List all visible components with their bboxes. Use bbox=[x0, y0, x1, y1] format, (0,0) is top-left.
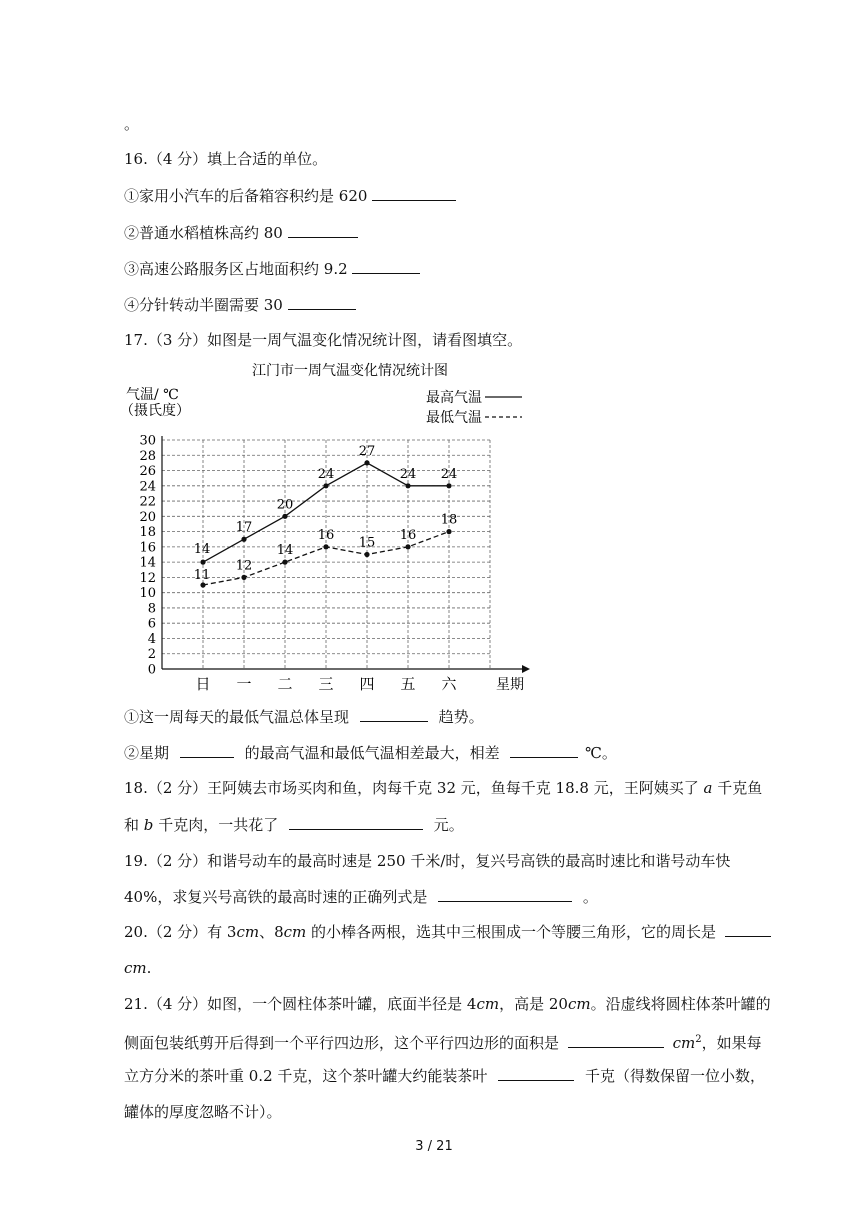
q17-blank-1[interactable] bbox=[360, 707, 428, 722]
y-tick-label: 10 bbox=[139, 586, 156, 602]
x-tick-label: 二 bbox=[277, 675, 293, 693]
y-tick-label: 6 bbox=[147, 616, 156, 632]
q17-blank-2[interactable] bbox=[180, 743, 234, 758]
x-axis-label: 星期 bbox=[496, 677, 524, 693]
q18-text-2b: 千克肉，一共花了 bbox=[158, 816, 279, 834]
q16-item-1 bbox=[124, 186, 456, 206]
data-label-max: 14 bbox=[193, 542, 211, 558]
q20-text-1c: 的小棒各两根，选其中三根围成一个等腰三角形，它的周长是 bbox=[306, 923, 717, 941]
data-point-min bbox=[446, 529, 451, 534]
x-tick-label: 四 bbox=[359, 675, 375, 693]
data-point-max bbox=[241, 537, 246, 542]
q17-sub1-text-b: 趋势。 bbox=[438, 708, 484, 726]
q19-line-2 bbox=[124, 887, 598, 907]
q18-line-1 bbox=[124, 778, 762, 798]
q17-sub2-text-b: 的最高气温和最低气温相差最大，相差 bbox=[244, 744, 500, 762]
q16-blank-4[interactable] bbox=[288, 295, 356, 310]
q16-item-4-text: ④分针转动半圈需要 30 bbox=[124, 296, 283, 314]
q20-blank[interactable] bbox=[725, 922, 771, 937]
x-tick-label: 六 bbox=[441, 675, 457, 693]
y-tick-label: 12 bbox=[139, 570, 156, 586]
data-label-min: 16 bbox=[399, 527, 417, 543]
q16-item-2-text: ②普通水稻植株高约 80 bbox=[124, 224, 283, 242]
data-point-max bbox=[446, 483, 451, 488]
q16-item-3-text: ③高速公路服务区占地面积约 9.2 bbox=[124, 260, 348, 278]
q21-blank-2[interactable] bbox=[498, 1066, 574, 1081]
q17-sub1-text-a: ①这一周每天的最低气温总体呈现 bbox=[124, 708, 350, 726]
y-tick-label: 30 bbox=[139, 433, 156, 449]
q20-line-2 bbox=[124, 958, 151, 978]
data-label-max: 17 bbox=[235, 520, 253, 536]
y-tick-label: 22 bbox=[139, 494, 156, 510]
data-label-max: 24 bbox=[440, 466, 458, 482]
data-label-max: 24 bbox=[399, 466, 417, 482]
q21-unit-1: cm bbox=[476, 995, 500, 1013]
q17-sub1 bbox=[124, 707, 484, 727]
y-tick-label: 26 bbox=[139, 464, 156, 480]
page-number: 3 / 21 bbox=[415, 1139, 453, 1154]
q21-line-4: 罐体的厚度忽略不计）。 bbox=[124, 1103, 282, 1121]
y-tick-label: 4 bbox=[147, 631, 156, 647]
q19-blank[interactable] bbox=[438, 887, 572, 902]
data-label-min: 11 bbox=[193, 568, 211, 584]
y-axis-label: 气温/ ℃ bbox=[126, 387, 179, 403]
q17-sub2 bbox=[124, 743, 617, 763]
q16-blank-2[interactable] bbox=[288, 223, 358, 238]
data-label-max: 27 bbox=[358, 443, 376, 459]
y-tick-label: 14 bbox=[139, 555, 156, 571]
data-label-min: 15 bbox=[358, 535, 376, 551]
q18-text-1a: 18.（2 分）王阿姨去市场买肉和鱼，肉每千克 32 元，鱼每千克 18.8 元，王阿姨买了 bbox=[124, 779, 699, 797]
data-point-min bbox=[364, 552, 369, 557]
data-label-min: 16 bbox=[317, 527, 335, 543]
data-point-max bbox=[323, 483, 328, 488]
y-axis-label-unit: （摄氏度） bbox=[120, 403, 190, 419]
q19-text-2a: 40%，求复兴号高铁的最高时速的正确列式是 bbox=[124, 888, 428, 906]
q21-unit-3: cm bbox=[672, 1034, 696, 1052]
data-point-max bbox=[282, 514, 287, 519]
q16-item-2 bbox=[124, 223, 358, 243]
y-tick-label: 16 bbox=[139, 540, 156, 556]
y-tick-label: 8 bbox=[147, 601, 156, 617]
q16-item-3 bbox=[124, 259, 420, 279]
data-point-min bbox=[241, 575, 246, 580]
q21-text-3b: 千克（得数保留一位小数， bbox=[584, 1067, 765, 1085]
data-label-max: 24 bbox=[317, 466, 335, 482]
q21-unit-sup: 2 bbox=[695, 1034, 702, 1045]
data-point-min bbox=[405, 544, 410, 549]
y-tick-label: 18 bbox=[139, 525, 156, 541]
q21-text-1a: 21.（4 分）如图，一个圆柱体茶叶罐，底面半径是 4 bbox=[124, 995, 477, 1013]
q17-sub2-text-c: ℃。 bbox=[585, 744, 617, 762]
q21-text-2a: 侧面包装纸剪开后得到一个平行四边形，这个平行四边形的面积是 bbox=[124, 1034, 560, 1052]
previous-question-tail: 。 bbox=[124, 115, 140, 133]
q20-text-1a: 20.（2 分）有 3 bbox=[124, 923, 237, 941]
q20-text-2b: . bbox=[146, 959, 152, 977]
q21-line-3 bbox=[124, 1066, 765, 1086]
chart-legend bbox=[426, 389, 522, 426]
q21-text-1b: ，高是 20 bbox=[499, 995, 568, 1013]
q19-text-2b: 。 bbox=[582, 888, 598, 906]
q21-text-2b: ，如果每 bbox=[701, 1034, 762, 1052]
y-tick-label: 24 bbox=[139, 479, 156, 495]
data-label-max: 20 bbox=[276, 497, 294, 513]
q16-item-1-text: ①家用小汽车的后备箱容积约是 620 bbox=[124, 187, 368, 205]
q16-item-4 bbox=[124, 295, 356, 315]
q18-text-2c: 元。 bbox=[433, 816, 464, 834]
x-axis-arrow bbox=[522, 665, 530, 673]
x-tick-label: 五 bbox=[400, 675, 416, 693]
y-tick-label: 2 bbox=[147, 647, 156, 663]
q18-blank[interactable] bbox=[289, 815, 423, 830]
y-tick-label: 28 bbox=[139, 448, 156, 464]
q16-stem: 16.（4 分）填上合适的单位。 bbox=[124, 150, 328, 168]
q21-blank-1[interactable] bbox=[568, 1033, 664, 1048]
q20-unit-3: cm bbox=[124, 959, 147, 977]
legend-label-max: 最高气温 bbox=[426, 390, 482, 406]
x-tick-label: 日 bbox=[195, 675, 211, 693]
data-label-min: 14 bbox=[276, 543, 294, 559]
q21-line-2 bbox=[124, 1030, 762, 1053]
q20-unit-1: cm bbox=[236, 923, 260, 941]
data-label-min: 18 bbox=[440, 512, 458, 528]
q21-text-3a: 立方分米的茶叶重 0.2 千克，这个茶叶罐大约能装茶叶 bbox=[124, 1067, 488, 1085]
q18-line-2 bbox=[124, 815, 464, 835]
q21-text-1c: 。沿虚线将圆柱体茶叶罐的 bbox=[590, 995, 771, 1013]
x-tick-label: 一 bbox=[236, 675, 252, 693]
q17-stem: 17.（3 分）如图是一周气温变化情况统计图，请看图填空。 bbox=[124, 331, 523, 349]
data-point-max bbox=[200, 560, 205, 565]
data-point-max bbox=[364, 460, 369, 465]
q21-unit-2: cm bbox=[567, 995, 591, 1013]
q17-blank-3[interactable] bbox=[510, 743, 578, 758]
q21-line-1 bbox=[124, 994, 771, 1014]
chart-series bbox=[194, 444, 458, 588]
y-tick-label: 0 bbox=[147, 662, 156, 678]
q16-blank-1[interactable] bbox=[372, 186, 456, 201]
q20-unit-2: cm bbox=[283, 923, 307, 941]
q18-text-1b: 千克鱼 bbox=[717, 779, 763, 797]
temperature-line-chart bbox=[118, 357, 538, 697]
q20-line-1 bbox=[124, 922, 771, 942]
q18-var-b: b bbox=[143, 816, 154, 834]
data-point-max bbox=[405, 483, 410, 488]
q18-var-a: a bbox=[703, 779, 713, 797]
data-point-min bbox=[282, 560, 287, 565]
legend-label-min: 最低气温 bbox=[426, 410, 482, 426]
q17-sub2-text-a: ②星期 bbox=[124, 744, 170, 762]
chart-title: 江门市一周气温变化情况统计图 bbox=[252, 363, 448, 379]
q18-text-2a: 和 bbox=[124, 816, 140, 834]
q19-line-1: 19.（2 分）和谐号动车的最高时速是 250 千米/时，复兴号高铁的最高时速比和谐号动车快 bbox=[124, 852, 731, 870]
q16-blank-3[interactable] bbox=[352, 259, 420, 274]
data-label-min: 12 bbox=[235, 558, 253, 574]
y-tick-label: 20 bbox=[139, 509, 156, 525]
data-point-min bbox=[323, 544, 328, 549]
data-point-min bbox=[200, 582, 205, 587]
q20-text-1b: 、8 bbox=[259, 923, 284, 941]
x-tick-label: 三 bbox=[318, 675, 334, 693]
